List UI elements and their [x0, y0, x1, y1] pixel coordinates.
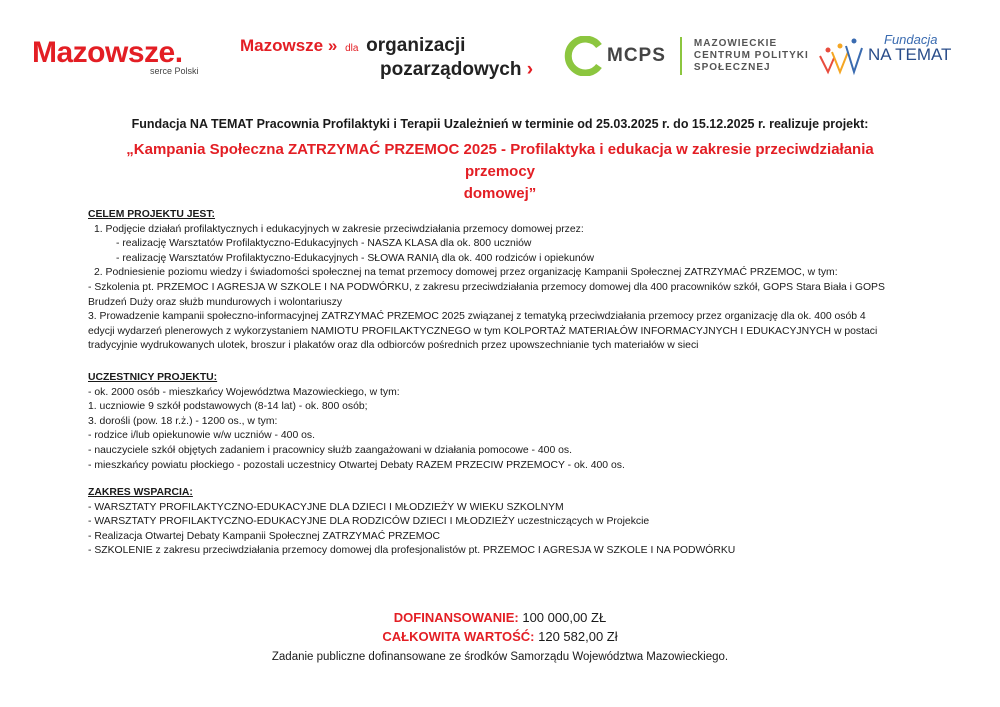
project-title-line2: domowej” — [463, 185, 537, 202]
footer-text: Zadanie publiczne dofinansowane ze środków Samorządu Województwa Mazowieckiego. — [271, 651, 729, 663]
mcps-full-line3: SPOŁECZNEJ — [693, 62, 771, 73]
mcps-logo — [563, 36, 809, 76]
mcps-divider — [680, 37, 682, 75]
mngo-chevron: » — [327, 36, 338, 55]
goal-line: - realizację Warsztatów Profilaktyczno-Edukacyjnych - SŁOWA RANIĄ dla ok. 400 rodziców i opiekunów — [116, 252, 594, 264]
intro-text: Fundacja NA TEMAT Pracownia Profilaktyki i Terapii Uzależnień w terminie od 25.03.2025 r. do 15.12.2025 r. realizuje projekt: — [131, 117, 869, 131]
support-line: - WARSZTATY PROFILAKTYCZNO-EDUKACYJNE DLA DZIECI I MŁODZIEŻY W WIEKU SZKOLNYM — [88, 501, 564, 513]
mazowsze-wordmark: Mazowsze. — [32, 36, 183, 69]
goal-line: - Szkolenia pt. PRZEMOC I AGRESJA W SZKOLE I NA PODWÓRKU, z zakresu przeciwdziałania przemocy domowej dla 400 pracowników szkół, GOPS Stara Biała i GOPS — [88, 281, 885, 293]
mcps-full-name — [694, 38, 809, 74]
participants-section — [88, 371, 928, 473]
participants-heading: UCZESTNICY PROJEKTU: — [88, 372, 218, 383]
participants-line: - ok. 2000 osób - mieszkańcy Województwa Mazowieckiego, w tym: — [88, 386, 400, 398]
participants-line: 1. uczniowie 9 szkół podstawowych (8-14 lat) - ok. 800 osób; — [88, 401, 368, 413]
mngo-line2: pozarządowych — [380, 59, 522, 80]
funding-row-total — [0, 627, 1000, 646]
mngo-dla: dla — [345, 43, 359, 54]
goal-line: Brudzeń Duży oraz służb mundurowych i wolontariuszy — [88, 296, 343, 308]
cofinancing-label: DOFINANSOWANIE: — [393, 610, 519, 625]
total-value: 120 582,00 Zł — [534, 629, 618, 644]
goal-heading: CELEM PROJEKTU JEST: — [88, 209, 216, 220]
mngo-chevron2: › — [526, 59, 534, 80]
mcps-emblem-icon — [563, 36, 603, 76]
mngo-brand: Mazowsze — [240, 36, 324, 55]
goal-line: 3. Prowadzenie kampanii społeczno-informacyjnej ZATRZYMAĆ PRZEMOC 2025 związanej z tematyką przeciwdziałania przemocy przez organizację dla ok. 400 osób 4 — [88, 311, 866, 323]
mcps-full-line1: MAZOWIECKIE — [693, 38, 778, 49]
mazowsze-logo — [32, 38, 199, 76]
goal-line: tradycyjnie wydrukowanych ulotek, broszur i plakatów oraz dla odbiorców pośrednich przez upowszechnianie tych materiałów w sieci — [88, 340, 699, 352]
fundacja-line2: NA TEMAT — [868, 45, 952, 64]
project-title — [100, 139, 900, 205]
goal-line: - realizację Warsztatów Profilaktyczno-Edukacyjnych - NASZA KLASA dla ok. 800 uczniów — [116, 238, 532, 250]
fundacja-line1: Fundacja — [884, 32, 938, 47]
support-line: - Realizacja Otwartej Debaty Kampanii Społecznej ZATRZYMAĆ PRZEMOC — [88, 530, 441, 542]
logo-bar — [0, 30, 1000, 85]
fundacja-na-temat-logo — [818, 32, 951, 65]
goal-line: 1. Podjęcie działań profilaktycznych i edukacyjnych w zakresie przeciwdziałania przemocy domowej przez: — [94, 223, 584, 235]
mngo-line1: organizacji — [366, 35, 466, 56]
mcps-short: MCPS — [607, 45, 666, 66]
participants-line: - rodzice i/lub opiekunowie w/w uczniów - 400 os. — [88, 430, 315, 442]
cofinancing-value: 100 000,00 ZŁ — [518, 610, 607, 625]
goal-line: edycji wydarzeń plenerowych z wykorzystaniem NAMIOTU PROFILAKTYCZNEGO w tym KOLPORTAŻ MATERIAŁÓW INFORMACYJNYCH I EDUKACYJNYCH w postaci — [88, 325, 878, 337]
support-line: - WARSZTATY PROFILAKTYCZNO-EDUKACYJNE DLA RODZICÓW DZIECI I MŁODZIEŻY uczestniczących w Projekcie — [88, 516, 650, 528]
mazowsze-ngo-logo — [240, 36, 533, 81]
goal-section — [88, 208, 928, 354]
total-value-label: CAŁKOWITA WARTOŚĆ: — [382, 629, 535, 644]
participants-line: 3. dorośli (pow. 18 r.ż.) - 1200 os., w tym: — [88, 415, 278, 427]
mazowsze-tagline: serce Polski — [150, 66, 199, 76]
figures-icon — [818, 38, 868, 78]
funding-section — [0, 608, 1000, 646]
support-line: - SZKOLENIE z zakresu przeciwdziałania przemocy domowej dla profesjonalistów pt. PRZEMOC I AGRESJA W SZKOLE I NA PODWÓRKU — [88, 545, 736, 557]
goal-line: 2. Podniesienie poziomu wiedzy i świadomości społecznej na temat przemocy domowej przez organizację Kampanii Społecznej ZATRZYMAĆ PRZEMOC, w tym: — [94, 267, 838, 279]
participants-line: - nauczyciele szkół objętych zadaniem i pracownicy służb zaangażowani w działania pomocowe - 400 os. — [88, 444, 572, 456]
funding-row-cofinancing — [0, 608, 1000, 627]
support-section — [88, 486, 928, 559]
participants-line: - mieszkańcy powiatu płockiego - pozostali uczestnicy Otwartej Debaty RAZEM PRZECIW PRZEMOCY - ok. 400 os. — [88, 459, 625, 471]
project-title-line1: „Kampania Społeczna ZATRZYMAĆ PRZEMOC 2025 - Profilaktyka i edukacja w zakresie przeciwdziałania przemocy — [126, 141, 874, 180]
support-heading: ZAKRES WSPARCIA: — [88, 487, 193, 498]
mcps-full-line2: CENTRUM POLITYKI — [693, 50, 809, 61]
